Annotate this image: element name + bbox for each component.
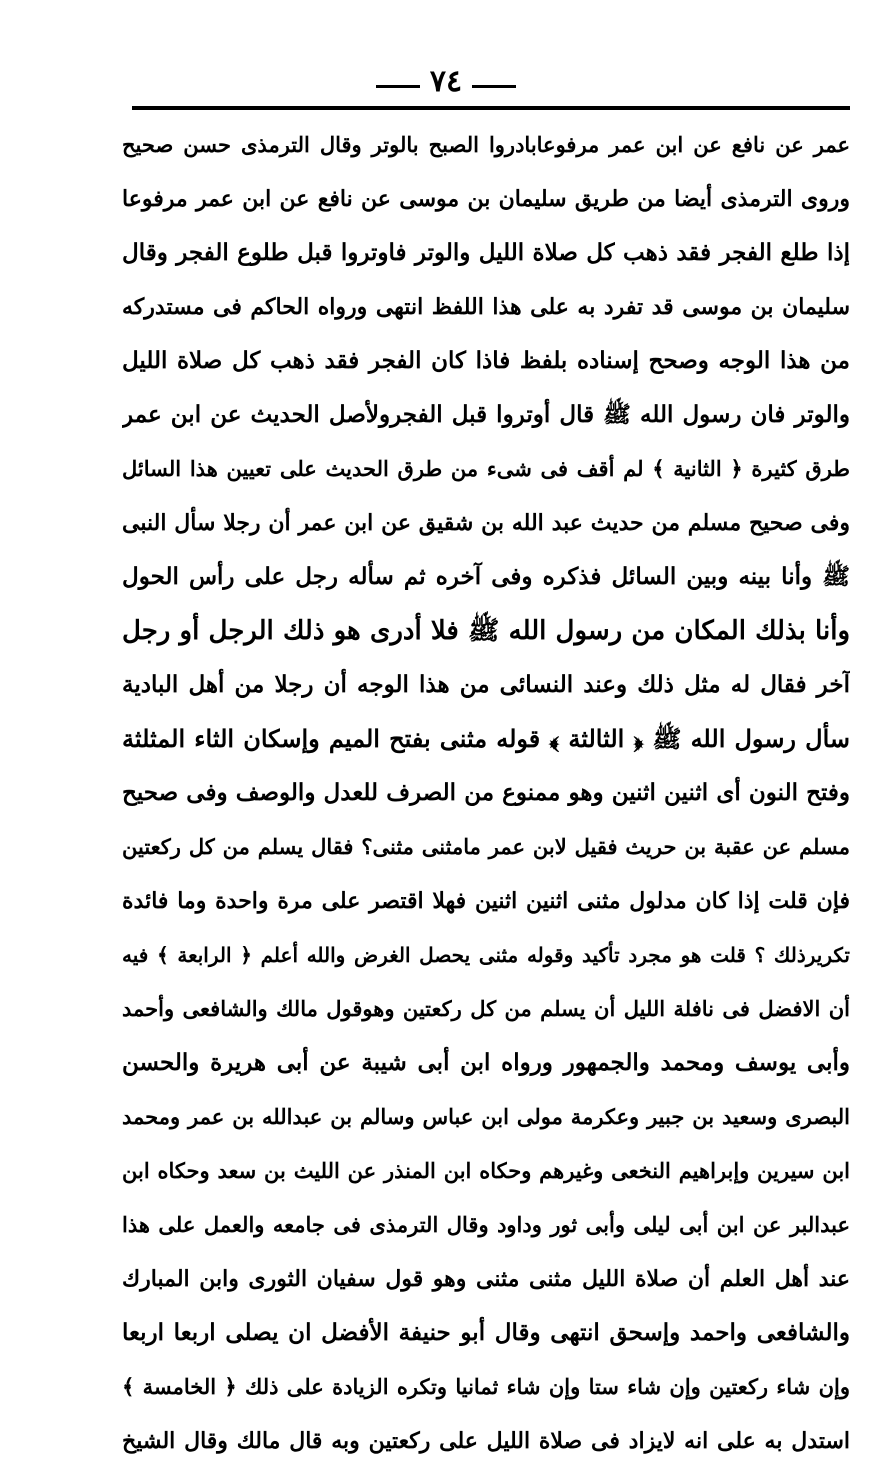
text-line: عند أهل العلم أن صلاة الليل مثنى مثنى وهو قول سفيان الثورى وابن المبارك bbox=[122, 1266, 850, 1292]
page-number-container bbox=[0, 64, 892, 100]
text-line: وأنا بذلك المكان من رسول الله ﷺ فلا أدرى هو ذلك الرجل أو رجل bbox=[122, 616, 850, 646]
text-line: والشافعى واحمد وإسحق انتهى وقال أبو حنيفة الأفضل ان يصلى اربعا اربعا bbox=[122, 1319, 850, 1346]
header-rule bbox=[132, 106, 850, 110]
text-line: البصرى وسعيد بن جبير وعكرمة مولى ابن عباس وسالم بن عبدالله بن عمر ومحمد bbox=[122, 1104, 850, 1129]
text-line: إذا طلع الفجر فقد ذهب كل صلاة الليل والوتر فاوتروا قبل طلوع الفجر وقال bbox=[122, 239, 850, 266]
body-text bbox=[122, 118, 850, 1468]
text-line: سليمان بن موسى قد تفرد به على هذا اللفظ انتهى ورواه الحاكم فى مستدركه bbox=[122, 294, 850, 320]
text-line: وروى الترمذى أيضا من طريق سليمان بن موسى عن نافع عن ابن عمر مرفوعا bbox=[122, 186, 850, 212]
page-number-dash-right bbox=[472, 85, 516, 88]
text-line: استدل به على انه لايزاد فى صلاة الليل على ركعتين وبه قال مالك وقال الشيخ bbox=[122, 1428, 850, 1454]
page-number: ٧٤ bbox=[429, 64, 463, 99]
text-line: تكريرذلك ؟ قلت هو مجرد تأكيد وقوله مثنى يحصل الغرض والله أعلم ﴿ الرابعة ﴾ فيه bbox=[122, 943, 850, 967]
text-line: وأبى يوسف ومحمد والجمهور ورواه ابن أبى شيبة عن أبى هريرة والحسن bbox=[122, 1049, 850, 1076]
text-line: وإن شاء ركعتين وإن شاء ستا وإن شاء ثمانيا وتكره الزيادة على ذلك ﴿ الخامسة ﴾ bbox=[122, 1374, 850, 1399]
text-line: فإن قلت إذا كان مدلول مثنى اثنين اثنين فهلا اقتصر على مرة واحدة وما فائدة bbox=[122, 888, 850, 914]
text-line: وفى صحيح مسلم من حديث عبد الله بن شقيق عن ابن عمر أن رجلا سأل النبى bbox=[122, 510, 850, 536]
text-line: آخر فقال له مثل ذلك وعند النسائى من هذا الوجه أن رجلا من أهل البادية bbox=[122, 671, 850, 698]
text-line: مسلم عن عقبة بن حريث فقيل لابن عمر مامثنى مثنى؟ فقال يسلم من كل ركعتين bbox=[122, 834, 850, 859]
page-number-dash-left bbox=[376, 85, 420, 88]
text-line: والوتر فان رسول الله ﷺ قال أوتروا قبل الفجرولأصل الحديث عن ابن عمر bbox=[122, 401, 850, 428]
page-header bbox=[0, 64, 892, 108]
text-line: عبدالبر عن ابن أبى ليلى وأبى ثور وداود وقال الترمذى فى جامعه والعمل على هذا bbox=[122, 1212, 850, 1237]
text-line: وفتح النون أى اثنين اثنين وهو ممنوع من الصرف للعدل والوصف وفى صحيح bbox=[122, 779, 850, 806]
text-line: أن الافضل فى نافلة الليل أن يسلم من كل ركعتين وهوقول مالك والشافعى وأحمد bbox=[122, 996, 850, 1021]
text-line: عمر عن نافع عن ابن عمر مرفوعابادروا الصبح بالوتر وقال الترمذى حسن صحيح bbox=[122, 132, 850, 157]
text-line: طرق كثيرة ﴿ الثانية ﴾ لم أقف فى شىء من طرق الحديث على تعيين هذا السائل bbox=[122, 456, 850, 481]
text-line: ﷺ وأنا بينه وبين السائل فذكره وفى آخره ثم سأله رجل على رأس الحول bbox=[122, 563, 850, 590]
text-line: سأل رسول الله ﷺ ﴿ الثالثة ﴾ قوله مثنى بفتح الميم وإسكان الثاء المثلثة bbox=[122, 724, 850, 753]
text-line: ابن سيرين وإبراهيم النخعى وغيرهم وحكاه ابن المنذر عن الليث بن سعد وحكاه ابن bbox=[122, 1158, 850, 1183]
text-line: من هذا الوجه وصحح إسناده بلفظ فاذا كان الفجر فقد ذهب كل صلاة الليل bbox=[122, 347, 850, 374]
